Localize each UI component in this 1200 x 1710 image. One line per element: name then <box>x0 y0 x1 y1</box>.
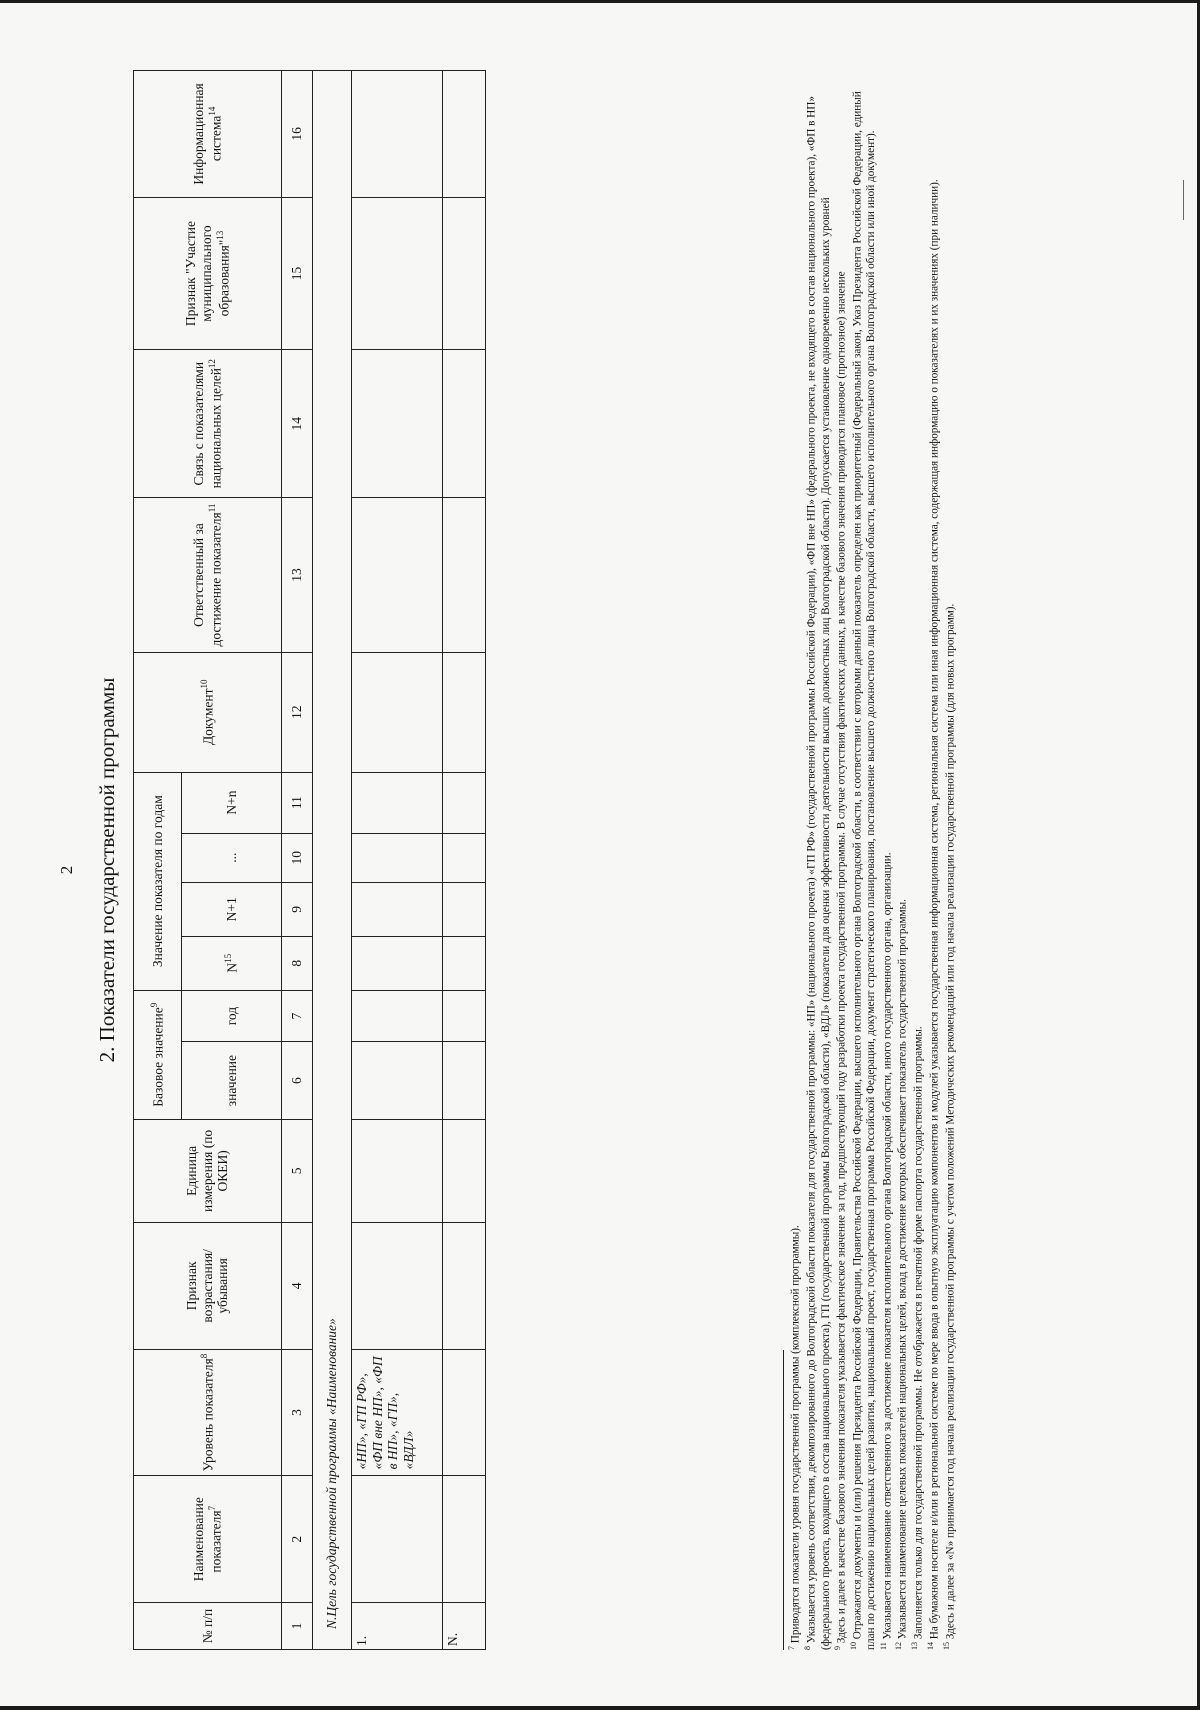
table-row <box>352 71 443 1650</box>
cell <box>443 197 486 350</box>
column-number: 5 <box>282 1119 313 1222</box>
footnote: $^7$ Приводятся показатели уровня государственной программы (комплексной программы). <box>787 1225 802 1650</box>
header-municipal-participation: Признак "Участие муниципального образования"$^{13}$ <box>134 197 282 350</box>
column-number: 3 <box>282 1349 313 1476</box>
cell <box>352 350 443 498</box>
header-unit: Единица измерения (по ОКЕИ) <box>134 1119 282 1222</box>
header-year-n1: N+1 <box>182 882 282 936</box>
cell <box>352 498 443 653</box>
cell <box>352 652 443 772</box>
row-num: 1. <box>352 1603 443 1650</box>
header-base-val: значение <box>182 1042 282 1119</box>
page-number: 2 <box>57 865 76 875</box>
cell <box>443 71 486 198</box>
scan-border-bottom <box>0 1706 1200 1710</box>
footnotes <box>787 80 958 1650</box>
header-base-year: год <box>182 990 282 1042</box>
header-num: № п/п <box>134 1603 282 1650</box>
cell <box>443 772 486 833</box>
header-year-n: $N^{15}$ <box>182 936 282 990</box>
cell <box>443 1476 486 1603</box>
indicators-table <box>133 70 486 1650</box>
cell <box>443 652 486 772</box>
footnote: $^{12}$ Указывается наименование целевых показателей национальных целей, вклад в достижение которых обеспечивает показатель государственной программы. <box>894 899 910 1650</box>
header-information-system: Информационная система$^{14}$ <box>134 71 282 198</box>
footnote: $^{10}$ Отражаются документы и (или) решения Президента Российской Федерации, Правительства Российской Федерации, высшего исполнительного органа Волгоградской области, в соответствии с которыми данный показатель определен как приоритетный (Федеральный закон, Указ Президента Российской Федерации, единый план по достижению национальных целей развития, национальный проект, государственная программа Российской Федерации, документ стратегического планирования, постановление высшего должностного лица Волгоградской области, высшего исполнительного органа Волгоградской области или иной документ). <box>848 91 878 1650</box>
column-number: 14 <box>282 350 313 498</box>
column-number: 6 <box>282 1042 313 1119</box>
column-number: 10 <box>282 833 313 882</box>
column-number: 12 <box>282 652 313 772</box>
cell <box>352 1223 443 1350</box>
cell <box>443 936 486 990</box>
cell <box>443 1223 486 1350</box>
footnote-separator <box>783 1350 784 1650</box>
column-number: 1 <box>282 1603 313 1650</box>
cell <box>352 1119 443 1222</box>
scan-artifact <box>1183 180 1184 220</box>
cell <box>443 1349 486 1476</box>
cell <box>443 350 486 498</box>
header-responsible: Ответственный за достижение показателя$^{11}$ <box>134 498 282 653</box>
column-number: 15 <box>282 197 313 350</box>
cell <box>352 936 443 990</box>
column-number: 8 <box>282 936 313 990</box>
column-numbers-row <box>282 71 313 1650</box>
column-number: 2 <box>282 1476 313 1603</box>
cell <box>352 882 443 936</box>
header-trend-sign: Признак возрастания/ убывания <box>134 1223 282 1350</box>
cell <box>352 1476 443 1603</box>
header-document: Документ$^{10}$ <box>134 652 282 772</box>
header-indicator-level: Уровень показателя$^8$ <box>134 1349 282 1476</box>
cell <box>443 1042 486 1119</box>
header-values-by-year: Значение показателя по годам <box>134 772 182 990</box>
footnote: $^{15}$ Здесь и далее за «N» принимается год начала реализации государственной программы с учетом положений Методических рекомендаций или год начала реализации государственной программы (для новых программ). <box>941 603 957 1650</box>
cell <box>352 833 443 882</box>
cell <box>352 71 443 198</box>
table-row <box>443 71 486 1650</box>
footnote: $^{11}$ Указывается наименование ответственного за достижение показателя исполнительного органа Волгоградской области, иного государственного органа, организации. <box>878 852 894 1650</box>
column-number: 7 <box>282 990 313 1042</box>
cell <box>443 833 486 882</box>
cell <box>443 498 486 653</box>
footnote: $^9$ Здесь и далее в качестве базового значения показателя указывается фактическое значение за год, предшествующий году разработки проекта государственной программы. В случае отсутствия фактических данных, в качестве базового значения приводится плановое (прогнозное) значение <box>832 271 848 1650</box>
cell <box>443 882 486 936</box>
cell <box>352 1042 443 1119</box>
goal-row <box>313 71 352 1650</box>
goal-row-text: N.Цель государственной программы «Наименование» <box>313 71 352 1650</box>
footnote: $^8$ Указывается уровень соответствия, декомпозированного до Волгоградской области показателя для государственной программы: «НП» (национального проекта) «ГП РФ» (государственной программы Российской Федерации), «ФП вне НП» (федерального проекта, не входящего в состав национального проекта), «ФП в НП» (федерального проекта, входящего в состав национального проекта), ГП (государственной программы Волгоградской области), «ВДЛ» (показатели для оценки эффективности деятельности высших должностных лиц Волгоградской области). Допускается установление одновременно нескольких уровней <box>802 96 832 1650</box>
header-year-nn: N+n <box>182 772 282 833</box>
header-national-goals-link: Связь с показателями национальных целей$^{12}$ <box>134 350 282 498</box>
rotated-document-page <box>35 60 1145 1680</box>
footnote: $^{14}$ На бумажном носителе и/или в региональной системе по мере ввода в опытную эксплуатацию компонентов и модулей указывается государственная информационная система, региональная система или иная информационная система, содержащая информацию о показателях и их значениях (при наличии). <box>926 179 941 1650</box>
footnote: $^{13}$ Заполняется только для государственной программы. Не отображается в печатной форме паспорта государственной программы. <box>910 1026 926 1650</box>
column-number: 4 <box>282 1223 313 1350</box>
cell <box>352 990 443 1042</box>
cell <box>352 772 443 833</box>
cell <box>352 197 443 350</box>
scan-border-top <box>0 0 1200 3</box>
column-number: 16 <box>282 71 313 198</box>
header-base-value: Базовое значение$^9$ <box>134 990 182 1119</box>
header-year-dots: ... <box>182 833 282 882</box>
row-num: N. <box>443 1603 486 1650</box>
section-title: 2. Показатели государственной программы <box>95 677 119 1063</box>
cell <box>443 990 486 1042</box>
header-indicator-name: Наименование показателя$^7$ <box>134 1476 282 1603</box>
row-level: «НП», «ГП РФ», «ФП вне НП», «ФП в НП», «ГП», «ВДЛ» <box>352 1349 443 1476</box>
column-number: 9 <box>282 882 313 936</box>
cell <box>443 1119 486 1222</box>
column-number: 13 <box>282 498 313 653</box>
column-number: 11 <box>282 772 313 833</box>
